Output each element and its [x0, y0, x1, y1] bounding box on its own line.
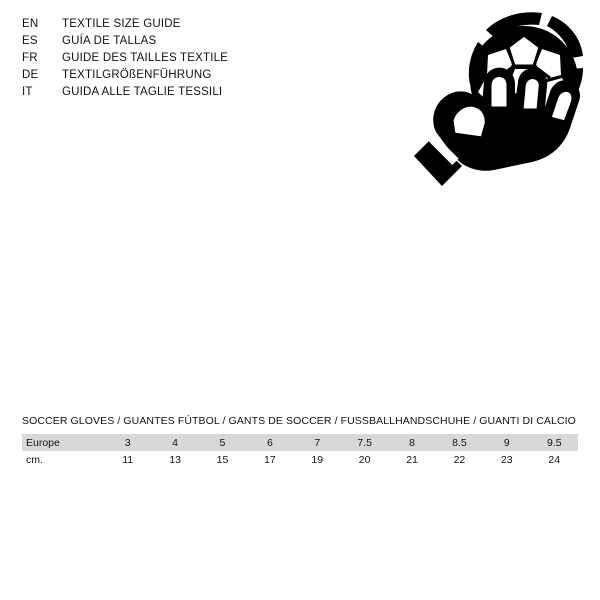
- legend-language-code: ES: [22, 35, 38, 47]
- table-row-header: Europe: [26, 436, 60, 449]
- table-row: [22, 434, 578, 451]
- table-cell: 5: [219, 436, 226, 449]
- table-cell: 20: [358, 453, 371, 466]
- language-legend: [22, 16, 322, 101]
- legend-row: [22, 33, 322, 50]
- legend-row: [22, 50, 322, 67]
- size-table: [22, 434, 578, 468]
- size-table-title: SOCCER GLOVES / GUANTES FÚTBOL / GANTS DE SOCCER / FUSSBALLHANDSCHUHE / GUANTI DI CALCIO: [22, 415, 576, 427]
- table-cell: 13: [169, 453, 181, 466]
- legend-language-label: GUIDE DES TAILLES TEXTILE: [62, 52, 229, 64]
- legend-row: [22, 16, 322, 33]
- legend-language-code: FR: [22, 52, 38, 64]
- legend-language-code: DE: [22, 69, 39, 81]
- legend-language-label: TEXTILGRÖßENFÜHRUNG: [62, 69, 212, 81]
- legend-row: [22, 84, 322, 101]
- table-cell: 23: [500, 453, 513, 466]
- goalkeeper-glove-and-ball-icon: [374, 8, 584, 198]
- table-cell: 9.5: [546, 436, 562, 449]
- table-cell: 8: [409, 436, 415, 449]
- table-cell: 6: [266, 436, 273, 449]
- size-table-block: [22, 415, 578, 468]
- table-cell: 24: [548, 453, 561, 466]
- legend-language-label: GUIDA ALLE TAGLIE TESSILI: [62, 86, 223, 98]
- legend-language-label: TEXTILE SIZE GUIDE: [62, 18, 181, 30]
- legend-language-code: IT: [22, 86, 33, 98]
- legend-row: [22, 67, 322, 84]
- table-cell: 22: [453, 453, 466, 466]
- table-row-header: cm.: [26, 453, 43, 466]
- table-cell: 15: [216, 453, 229, 466]
- table-cell: 3: [124, 436, 131, 449]
- table-cell: 19: [311, 453, 324, 466]
- table-cell: 7: [314, 436, 321, 449]
- table-cell: 11: [122, 453, 134, 466]
- table-cell: 9: [503, 436, 510, 449]
- legend-language-label: GUÍA DE TALLAS: [62, 35, 157, 47]
- table-cell: 7.5: [357, 436, 372, 449]
- table-cell: 4: [172, 436, 178, 449]
- legend-language-code: EN: [22, 18, 39, 30]
- table-cell: 21: [406, 453, 418, 466]
- table-cell: 8.5: [452, 436, 467, 449]
- table-row: [22, 451, 578, 468]
- table-cell: 17: [264, 453, 276, 466]
